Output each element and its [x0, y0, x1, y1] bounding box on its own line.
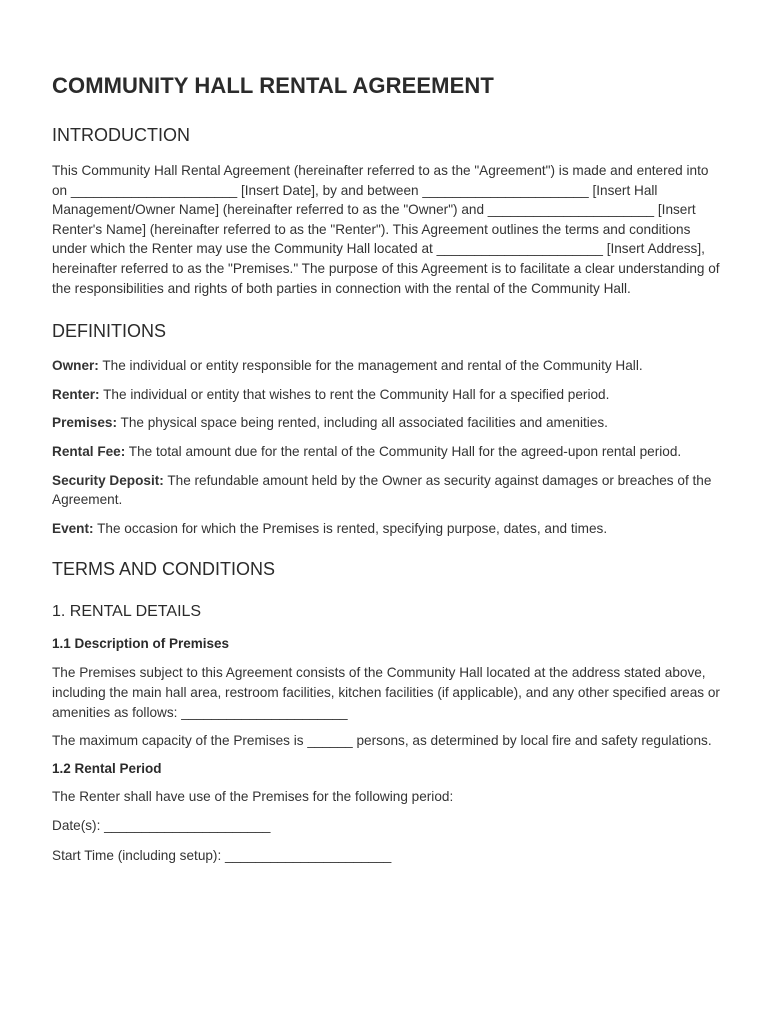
premises-capacity-paragraph: The maximum capacity of the Premises is ______ persons, as determined by local fire and safety regulations.	[52, 733, 712, 749]
definition-term: Event:	[52, 520, 94, 536]
document-title: COMMUNITY HALL RENTAL AGREEMENT	[52, 73, 494, 98]
rental-details-heading: 1. RENTAL DETAILS	[52, 603, 202, 621]
rental-dates-line: Date(s): ______________________	[52, 818, 271, 834]
definition-text: The individual or entity responsible for the management and rental of the Community Hall.	[98, 358, 643, 374]
definitions-heading: DEFINITIONS	[52, 321, 167, 342]
definition-term: Security Deposit:	[52, 472, 164, 488]
definition-renter	[52, 385, 722, 405]
definition-security-deposit	[52, 471, 722, 510]
description-of-premises-heading: 1.1 Description of Premises	[52, 636, 230, 652]
introduction-heading: INTRODUCTION	[52, 125, 190, 145]
definition-text: The physical space being rented, including all associated facilities and amenities.	[117, 415, 608, 431]
definition-text: The individual or entity that wishes to rent the Community Hall for a specified period.	[99, 386, 610, 402]
definition-premises	[52, 413, 722, 433]
rental-period-intro: The Renter shall have use of the Premises for the following period:	[52, 788, 454, 804]
definition-rental-fee	[52, 442, 722, 462]
definition-event	[52, 519, 722, 539]
definition-text: The occasion for which the Premises is rented, specifying purpose, dates, and times.	[93, 520, 608, 536]
definition-term: Owner:	[52, 358, 99, 374]
definition-term: Renter:	[52, 386, 100, 402]
definition-text: The refundable amount held by the Owner as security against damages or breaches of the Agreement.	[52, 472, 712, 508]
start-time-line: Start Time (including setup): ______________________	[52, 847, 392, 863]
rental-period-heading: 1.2 Rental Period	[52, 760, 162, 776]
definition-owner	[52, 356, 722, 376]
definition-text: The total amount due for the rental of the Community Hall for the agreed-upon rental period.	[125, 443, 682, 459]
definition-term: Rental Fee:	[52, 443, 126, 459]
terms-heading: TERMS AND CONDITIONS	[52, 559, 276, 580]
introduction-paragraph: This Community Hall Rental Agreement (hereinafter referred to as the "Agreement") is made and entered into on ______________________ [Insert Date], by and between ______________________ [Insert Hall Management/Owner Name] (hereinafter referred to as the "Owner") and ______________________ [Insert Renter's Name] (hereinafter referred to as the "Renter"). This Agreement outlines the terms and conditions under which the Renter may use the Community Hall located at ______________________ [Insert Address], hereinafter referred to as the "Premises." The purpose of this Agreement is to facilitate a clear understanding of the responsibilities and rights of both parties in connection with the rental of the Community Hall.	[52, 163, 720, 296]
premises-description-paragraph: The Premises subject to this Agreement consists of the Community Hall located at the address stated above, including the main hall area, restroom facilities, kitchen facilities (if applicable), and any other specified areas or amenities as follows: ______________________	[52, 665, 720, 720]
document-content	[52, 70, 722, 865]
definition-term: Premises:	[52, 415, 117, 431]
